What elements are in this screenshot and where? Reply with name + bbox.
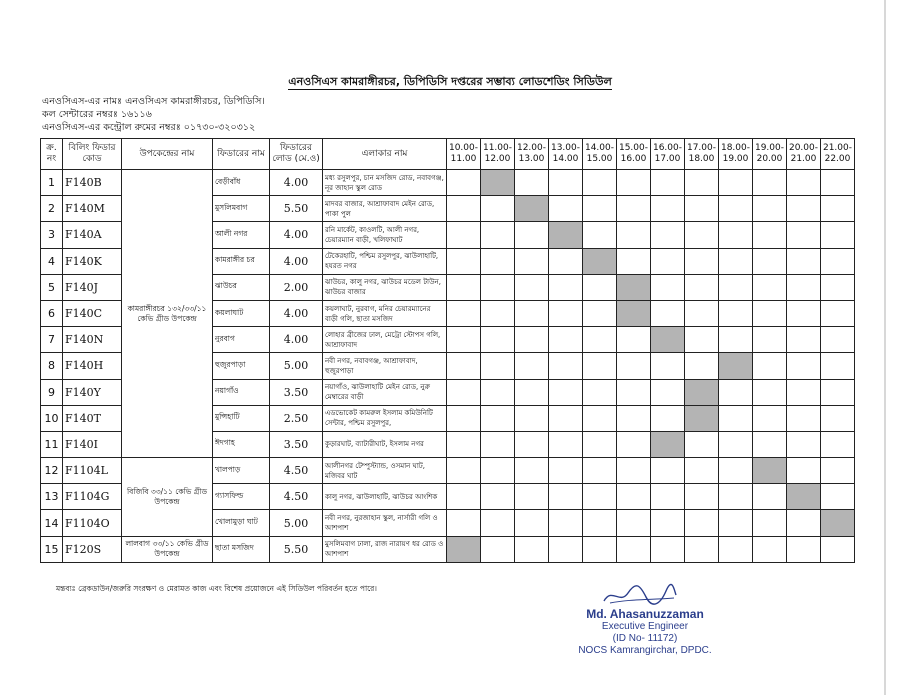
slot-cell-shaded: [583, 248, 617, 274]
row-sl: 1: [41, 170, 63, 196]
row-feeder-code: F140N: [63, 327, 122, 353]
slot-cell: [753, 274, 787, 300]
row-load: 5.50: [270, 536, 323, 562]
row-feeder-code: F1104L: [63, 458, 122, 484]
row-load: 5.00: [270, 353, 323, 379]
slot-cell: [515, 222, 549, 248]
slot-cell: [787, 248, 821, 274]
slot-cell: [617, 405, 651, 431]
slot-cell: [787, 536, 821, 562]
slot-cell-shaded: [685, 379, 719, 405]
slot-cell: [481, 248, 515, 274]
slot-cell: [719, 536, 753, 562]
slot-cell: [583, 379, 617, 405]
slot-cell: [685, 274, 719, 300]
slot-cell: [685, 222, 719, 248]
slot-cell: [583, 300, 617, 326]
slot-cell: [549, 536, 583, 562]
slot-cell: [651, 405, 685, 431]
slot-cell: [447, 170, 481, 196]
row-feeder-code: F140T: [63, 405, 122, 431]
row-feeder-name: ঈদগাহ: [213, 431, 270, 457]
header-feeder: ফিডারের নাম: [213, 139, 270, 170]
slot-cell: [481, 379, 515, 405]
slot-cell: [617, 536, 651, 562]
slot-cell: [821, 458, 855, 484]
slot-cell: [685, 170, 719, 196]
slot-cell: [481, 196, 515, 222]
slot-cell: [719, 484, 753, 510]
row-area: টেকেরহাটি, পশ্চিম রসুলপুর, ঝাউলাহাটি, হযরত নগর: [323, 248, 447, 274]
slot-cell: [651, 458, 685, 484]
row-load: 5.50: [270, 196, 323, 222]
slot-cell: [821, 484, 855, 510]
slot-cell: [685, 196, 719, 222]
slot-cell: [481, 405, 515, 431]
row-load: 3.50: [270, 379, 323, 405]
slot-cell: [481, 431, 515, 457]
slot-cell: [447, 248, 481, 274]
row-load: 4.50: [270, 458, 323, 484]
slot-cell: [447, 458, 481, 484]
header-slot: 14.00- 15.00: [583, 139, 617, 170]
row-sl: 5: [41, 274, 63, 300]
slot-cell: [651, 196, 685, 222]
slot-cell: [515, 484, 549, 510]
slot-cell: [651, 484, 685, 510]
slot-cell: [685, 248, 719, 274]
slot-cell: [447, 327, 481, 353]
slot-cell: [583, 458, 617, 484]
slot-cell: [787, 458, 821, 484]
slot-cell: [719, 170, 753, 196]
row-feeder-code: F140I: [63, 431, 122, 457]
row-sl: 11: [41, 431, 63, 457]
slot-cell: [651, 300, 685, 326]
slot-cell: [481, 510, 515, 536]
call-center-line: কল সেন্টারের নম্বরঃ ১৬১১৬: [42, 109, 152, 120]
slot-cell: [787, 510, 821, 536]
slot-cell: [821, 170, 855, 196]
slot-cell: [821, 431, 855, 457]
slot-cell-shaded: [447, 536, 481, 562]
row-load: 5.00: [270, 510, 323, 536]
row-feeder-name: খালপাড়: [213, 458, 270, 484]
schedule-table: [40, 138, 855, 563]
slot-cell: [753, 196, 787, 222]
slot-cell: [719, 300, 753, 326]
row-sl: 7: [41, 327, 63, 353]
row-area: রনি মার্কেট, কাওলটি, আলী নগর, চেয়ারম্যান বাড়ী, খলিফাঘাট: [323, 222, 447, 248]
slot-cell: [821, 222, 855, 248]
slot-cell: [617, 327, 651, 353]
slot-cell: [515, 458, 549, 484]
slot-cell: [617, 458, 651, 484]
slot-cell-shaded: [787, 484, 821, 510]
slot-cell: [719, 327, 753, 353]
header-slot: 11.00- 12.00: [481, 139, 515, 170]
slot-cell: [787, 431, 821, 457]
row-area: মুসলিমবাগ ঢালা, রাজ নারায়ণ ধর রোড ও আশপাশ: [323, 536, 447, 562]
slot-cell: [685, 458, 719, 484]
slot-cell: [549, 484, 583, 510]
slot-cell: [753, 353, 787, 379]
slot-cell: [583, 353, 617, 379]
row-area: মাদবর বাজার, আশ্রাফাবাদ মেইন রোড, পাকা পুল: [323, 196, 447, 222]
slot-cell: [617, 353, 651, 379]
slot-cell: [515, 248, 549, 274]
slot-cell: [753, 222, 787, 248]
slot-cell: [821, 300, 855, 326]
slot-cell: [583, 405, 617, 431]
slot-cell: [719, 458, 753, 484]
slot-cell: [549, 248, 583, 274]
slot-cell: [583, 431, 617, 457]
slot-cell: [651, 353, 685, 379]
row-sl: 4: [41, 248, 63, 274]
row-load: 4.00: [270, 248, 323, 274]
slot-cell: [753, 170, 787, 196]
row-substation: বিজিবি ৩৩/১১ কেভি গ্রীড উপকেন্দ্র: [122, 458, 213, 537]
slot-cell: [583, 170, 617, 196]
row-load: 4.00: [270, 170, 323, 196]
row-area: কালু নগর, ঝাউলাহাটি, ঝাউচর আংশিক: [323, 484, 447, 510]
slot-cell: [447, 405, 481, 431]
row-load: 3.50: [270, 431, 323, 457]
table-row: [41, 536, 855, 562]
slot-cell: [617, 248, 651, 274]
slot-cell-shaded: [549, 222, 583, 248]
slot-cell: [719, 431, 753, 457]
row-load: 4.50: [270, 484, 323, 510]
row-feeder-name: ঝাউচর: [213, 274, 270, 300]
header-slot: 12.00- 13.00: [515, 139, 549, 170]
slot-cell: [821, 536, 855, 562]
slot-cell-shaded: [481, 170, 515, 196]
remark-note: মন্তব্যঃ ব্রেকডাউন/জরুরি সংরক্ষণ ও মেরামত কাজ এবং বিশেষ প্রয়োজনে এই সিডিউল পরিবর্তন হতে পারে।: [56, 584, 377, 593]
header-slot: 15.00- 16.00: [617, 139, 651, 170]
row-feeder-code: F140H: [63, 353, 122, 379]
slot-cell: [685, 431, 719, 457]
slot-cell: [719, 274, 753, 300]
row-feeder-name: মুসলিমবাগ: [213, 196, 270, 222]
header-sl: ক্র. নং: [41, 139, 63, 170]
slot-cell-shaded: [515, 196, 549, 222]
slot-cell: [821, 353, 855, 379]
slot-cell: [583, 536, 617, 562]
slot-cell: [549, 379, 583, 405]
slot-cell: [719, 510, 753, 536]
header-substation: উপকেন্দ্রের নাম: [122, 139, 213, 170]
row-sl: 10: [41, 405, 63, 431]
slot-cell: [481, 536, 515, 562]
slot-cell: [617, 222, 651, 248]
slot-cell: [651, 510, 685, 536]
slot-cell: [583, 196, 617, 222]
row-sl: 14: [41, 510, 63, 536]
slot-cell: [787, 170, 821, 196]
slot-cell: [787, 327, 821, 353]
slot-cell: [651, 248, 685, 274]
signatory-id: (ID No- 11172): [612, 633, 678, 644]
slot-cell: [481, 327, 515, 353]
slot-cell: [447, 353, 481, 379]
row-substation: কামরাঙ্গীরচর ১৩২/৩৩/১১ কেভি গ্রীড উপকেন্দ্র: [122, 170, 213, 458]
slot-cell-shaded: [821, 510, 855, 536]
slot-cell: [583, 222, 617, 248]
header-code: বিলিং ফিডার কোড: [63, 139, 122, 170]
row-sl: 12: [41, 458, 63, 484]
slot-cell-shaded: [617, 274, 651, 300]
row-feeder-code: F140J: [63, 274, 122, 300]
slot-cell: [685, 484, 719, 510]
slot-cell: [651, 274, 685, 300]
signatory-office: NOCS Kamrangirchar, DPDC.: [578, 645, 712, 656]
row-area: নবী নগর, নবাবগঞ্জ, আশ্রাফাবাদ, হুজুরপাড়া: [323, 353, 447, 379]
slot-cell: [515, 327, 549, 353]
slot-cell: [685, 353, 719, 379]
row-load: 4.00: [270, 222, 323, 248]
slot-cell: [481, 274, 515, 300]
slot-cell-shaded: [651, 327, 685, 353]
row-sl: 6: [41, 300, 63, 326]
signature-scribble-icon: [600, 583, 680, 609]
row-feeder-code: F140A: [63, 222, 122, 248]
row-area: কুড়ারঘাট, ব্যাটারীঘাট, ইসলাম নগর: [323, 431, 447, 457]
slot-cell: [515, 353, 549, 379]
slot-cell: [821, 196, 855, 222]
slot-cell-shaded: [753, 458, 787, 484]
header-slot: 19.00- 20.00: [753, 139, 787, 170]
slot-cell: [719, 248, 753, 274]
row-feeder-name: কয়লাঘাট: [213, 300, 270, 326]
slot-cell: [787, 405, 821, 431]
row-feeder-name: কামরাঙ্গীর চর: [213, 248, 270, 274]
header-load: ফিডারের লোড (মে.ও): [270, 139, 323, 170]
document-title: এনওসিএস কামরাঙ্গীরচর, ডিপিডিসি দপ্তরের সম্ভাব্য লোডশেডিং সিডিউল: [288, 75, 612, 88]
slot-cell: [787, 300, 821, 326]
slot-cell-shaded: [719, 353, 753, 379]
slot-cell: [447, 484, 481, 510]
row-sl: 3: [41, 222, 63, 248]
row-load: 2.50: [270, 405, 323, 431]
slot-cell: [821, 405, 855, 431]
slot-cell: [549, 274, 583, 300]
slot-cell: [685, 327, 719, 353]
signatory-name: Md. Ahasanuzzaman: [586, 607, 704, 621]
row-area: নবী নগর, নুরজাহান স্কুল, নার্সারী গলি ও আশপাশ: [323, 510, 447, 536]
row-feeder-name: গ্যাসফিল্ড: [213, 484, 270, 510]
slot-cell: [583, 327, 617, 353]
row-feeder-code: F140B: [63, 170, 122, 196]
slot-cell: [617, 431, 651, 457]
slot-cell: [787, 274, 821, 300]
slot-cell: [753, 405, 787, 431]
slot-cell: [549, 458, 583, 484]
header-slot: 20.00- 21.00: [787, 139, 821, 170]
slot-cell: [549, 353, 583, 379]
slot-cell: [481, 484, 515, 510]
slot-cell: [787, 222, 821, 248]
row-load: 2.00: [270, 274, 323, 300]
slot-cell: [447, 431, 481, 457]
row-feeder-name: হুজুরপাড়া: [213, 353, 270, 379]
slot-cell: [549, 510, 583, 536]
row-feeder-code: F1104G: [63, 484, 122, 510]
slot-cell: [753, 484, 787, 510]
row-feeder-name: আলী নগর: [213, 222, 270, 248]
row-feeder-name: নুরবাগ: [213, 327, 270, 353]
slot-cell: [719, 196, 753, 222]
table-row: [41, 170, 855, 196]
slot-cell-shaded: [617, 300, 651, 326]
slot-cell: [447, 379, 481, 405]
slot-cell: [719, 222, 753, 248]
header-slot: 13.00- 14.00: [549, 139, 583, 170]
header-slot: 18.00- 19.00: [719, 139, 753, 170]
row-feeder-code: F120S: [63, 536, 122, 562]
slot-cell: [549, 431, 583, 457]
slot-cell: [515, 405, 549, 431]
row-feeder-name: ছাতা মসজিদ: [213, 536, 270, 562]
slot-cell: [753, 536, 787, 562]
slot-cell: [447, 274, 481, 300]
header-slot: 21.00- 22.00: [821, 139, 855, 170]
slot-cell: [481, 353, 515, 379]
slot-cell: [515, 379, 549, 405]
slot-cell: [447, 196, 481, 222]
row-sl: 2: [41, 196, 63, 222]
slot-cell: [481, 222, 515, 248]
slot-cell: [515, 431, 549, 457]
slot-cell: [515, 274, 549, 300]
slot-cell: [753, 300, 787, 326]
header-slot: 10.00- 11.00: [447, 139, 481, 170]
row-feeder-name: খোলামুড়া ঘাট: [213, 510, 270, 536]
header-slot: 16.00- 17.00: [651, 139, 685, 170]
slot-cell: [447, 510, 481, 536]
header-area: এলাকার নাম: [323, 139, 447, 170]
slot-cell: [583, 274, 617, 300]
slot-cell: [447, 222, 481, 248]
slot-cell: [617, 484, 651, 510]
slot-cell: [549, 300, 583, 326]
signatory-title: Executive Engineer: [601, 621, 689, 632]
slot-cell: [651, 222, 685, 248]
slot-cell: [515, 536, 549, 562]
slot-cell: [685, 536, 719, 562]
slot-cell: [753, 431, 787, 457]
row-feeder-code: F140Y: [63, 379, 122, 405]
slot-cell: [685, 300, 719, 326]
slot-cell: [651, 536, 685, 562]
slot-cell: [753, 510, 787, 536]
slot-cell: [821, 248, 855, 274]
slot-cell: [787, 353, 821, 379]
row-feeder-code: F140K: [63, 248, 122, 274]
slot-cell: [447, 300, 481, 326]
row-load: 4.00: [270, 327, 323, 353]
row-area: ঝাউচর, কালু নগর, ঝাউচর মডেল টাউন, ঝাউচর বাজার: [323, 274, 447, 300]
slot-cell-shaded: [685, 405, 719, 431]
row-area: লোহার ব্রীজের ঢাল, মেট্রো স্টোপস গলি, আশ্রাফাবাদ: [323, 327, 447, 353]
row-sl: 8: [41, 353, 63, 379]
slot-cell: [753, 327, 787, 353]
slot-cell: [821, 274, 855, 300]
slot-cell: [753, 248, 787, 274]
slot-cell: [481, 458, 515, 484]
control-room-line: এনওসিএস-এর কন্ট্রোল রুমের নম্বরঃ ০১৭৩০-৩২০৩১২: [42, 122, 256, 133]
slot-cell: [515, 510, 549, 536]
row-feeder-name: বেড়ীবাঁধ: [213, 170, 270, 196]
slot-cell: [617, 379, 651, 405]
slot-cell: [549, 405, 583, 431]
row-sl: 9: [41, 379, 63, 405]
slot-cell: [787, 196, 821, 222]
slot-cell-shaded: [651, 431, 685, 457]
nocs-name-line: এনওসিএস-এর নামঃ এনওসিএস কামরাঙ্গীরচর, ডিপিডিসি।: [42, 96, 265, 107]
row-area: কয়লাঘাট, নুরবাগ, মনির চেয়ারম্যানের বাড়ী গলি, ছাতা মসজিদ: [323, 300, 447, 326]
slot-cell: [719, 379, 753, 405]
row-substation: লালবাগ ৩৩/১১ কেভি গ্রীড উপকেন্দ্র: [122, 536, 213, 562]
slot-cell: [583, 510, 617, 536]
slot-cell: [651, 379, 685, 405]
slot-cell: [719, 405, 753, 431]
page-edge: [884, 0, 886, 695]
slot-cell: [821, 327, 855, 353]
slot-cell: [515, 300, 549, 326]
row-feeder-code: F140M: [63, 196, 122, 222]
row-area: এডভোকেট কামরুল ইসলাম কমিউনিটি সেন্টার, পশ্চিম রসুলপুর,: [323, 405, 447, 431]
row-sl: 13: [41, 484, 63, 510]
header-slot: 17.00- 18.00: [685, 139, 719, 170]
slot-cell: [481, 300, 515, 326]
slot-cell: [617, 170, 651, 196]
slot-cell: [549, 327, 583, 353]
row-area: মধ্য রসুলপুর, চান মসজিদ রোড, নবাবগঞ্জ, নূর জাহান স্কুল রোড: [323, 170, 447, 196]
slot-cell: [651, 170, 685, 196]
slot-cell: [821, 379, 855, 405]
slot-cell: [787, 379, 821, 405]
slot-cell: [685, 510, 719, 536]
row-feeder-name: নয়াগাঁও: [213, 379, 270, 405]
row-feeder-code: F1104O: [63, 510, 122, 536]
slot-cell: [549, 196, 583, 222]
slot-cell: [549, 170, 583, 196]
row-sl: 15: [41, 536, 63, 562]
slot-cell: [753, 379, 787, 405]
row-load: 4.00: [270, 300, 323, 326]
header-row: [41, 139, 855, 170]
slot-cell: [617, 196, 651, 222]
slot-cell: [617, 510, 651, 536]
row-area: নয়াগাঁও, ঝাউলাহাটি মেইন রোড, নুরু মেম্বারের বাড়ী: [323, 379, 447, 405]
slot-cell: [515, 170, 549, 196]
table-row: [41, 458, 855, 484]
row-feeder-code: F140C: [63, 300, 122, 326]
row-area: আলীনগর টেম্পুস্ট্যান্ড, ওসমান ঘাট, মজিবর ঘাট: [323, 458, 447, 484]
row-feeder-name: মুন্সিহাটি: [213, 405, 270, 431]
slot-cell: [583, 484, 617, 510]
